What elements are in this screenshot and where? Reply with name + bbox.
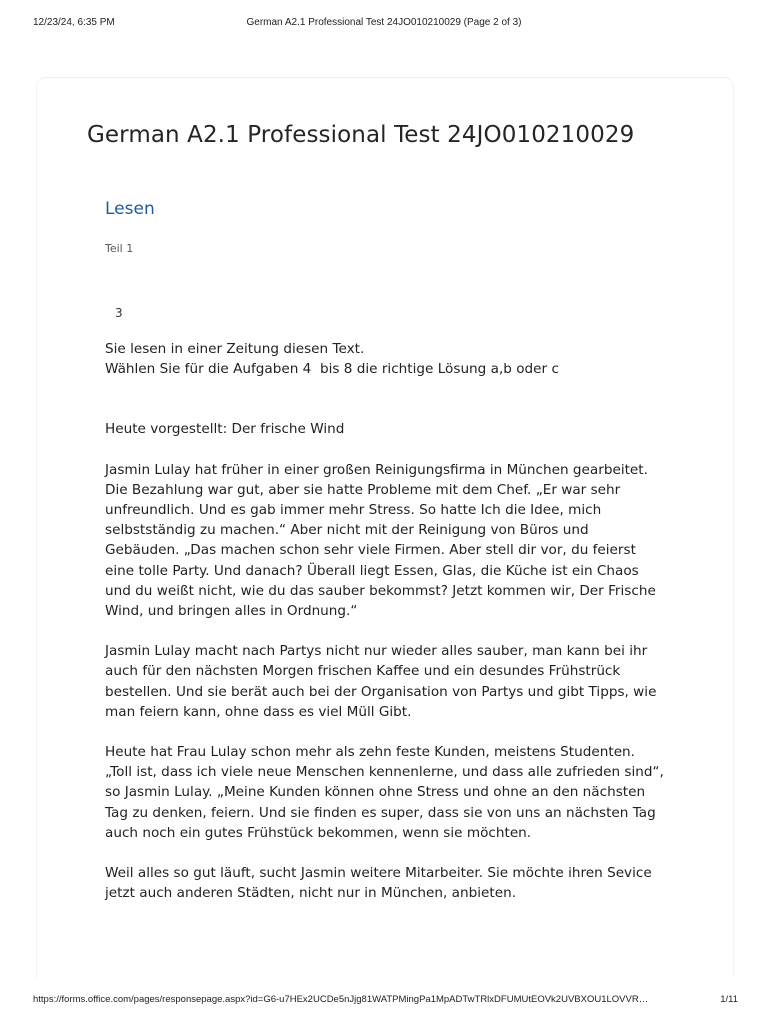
article-heading: Heute vorgestellt: Der frische Wind: [105, 421, 345, 438]
section-subtitle: Teil 1: [105, 242, 134, 255]
print-header: [0, 17, 768, 31]
article-paragraph-2: Jasmin Lulay macht nach Partys nicht nur wieder alles sauber, man kann bei ihr auch für den nächsten Morgen frischen Kaffee und ein desundes Frühstrück bestellen. Und sie berät auch bei der Organisation von Partys und gibt Tipps, wie man feiern kann, ohne dass es viel Müll Gibt.: [105, 643, 661, 720]
print-document-title: German A2.1 Professional Test 24JO010210029 (Page 2 of 3): [246, 17, 522, 28]
instruction-line-1: Sie lesen in einer Zeitung diesen Text.: [105, 341, 365, 357]
print-datetime: 12/23/24, 6:35 PM: [33, 17, 115, 28]
form-title: German A2.1 Professional Test 24JO010210029: [87, 122, 635, 148]
question-number: 3: [115, 306, 123, 320]
article-paragraph-1: Jasmin Lulay hat früher in einer großen Reinigungsfirma in München gearbeitet. Die Bezahlung war gut, aber sie hatte Probleme mit dem Chef. „Er war sehr unfreundlich. Und es gab immer mehr Stress. So hatte Ich die Idee, mich selbstständig zu machen.“ Aber nicht mit der Reinigung von Büros und Gebäuden. „Das machen schon sehr viele Firmen. Aber stell dir vor, du feierst eine tolle Party. Und danach? Überall liegt Essen, Glas, die Küche ist ein Chaos und du weißt nicht, wie du das sauber bekommst? Jetzt kommen wir, Der Frische Wind, und bringen alles in Ordnung.“: [105, 461, 661, 620]
page-counter: 1/11: [720, 994, 738, 1005]
article-paragraph-4: Weil alles so gut läuft, sucht Jasmin weitere Mitarbeiter. Sie möchte ihren Sevice jetzt auch anderen Städten, nicht nur in München, anbieten.: [105, 865, 657, 902]
instruction-line-2: Wählen Sie für die Aufgaben 4 bis 8 die richtige Lösung a,b oder c: [105, 361, 559, 378]
article-paragraph-3: Heute hat Frau Lulay schon mehr als zehn feste Kunden, meistens Studenten. „Toll ist, dass ich viele neue Menschen kennenlerne, und dass alle zufrieden sind“, so Jasmin Lulay. „Meine Kunden können ohne Stress und ohne an den nächsten Tag zu denken, feiern. Und sie finden es super, dass sie von uns an nächsten Tag auch noch ein gutes Frühstück bekommen, wenn sie möchten.: [105, 744, 669, 841]
question-content: [105, 339, 669, 903]
section-title: Lesen: [105, 199, 155, 219]
print-footer: [0, 994, 768, 1008]
page-url: https://forms.office.com/pages/responsepage.aspx?id=G6-u7HEx2UCDe5nJjg81WATPMingPa1MpADTwTRlxDFUMUtEOVk2UVBXOU1LOVVR…: [33, 994, 649, 1005]
